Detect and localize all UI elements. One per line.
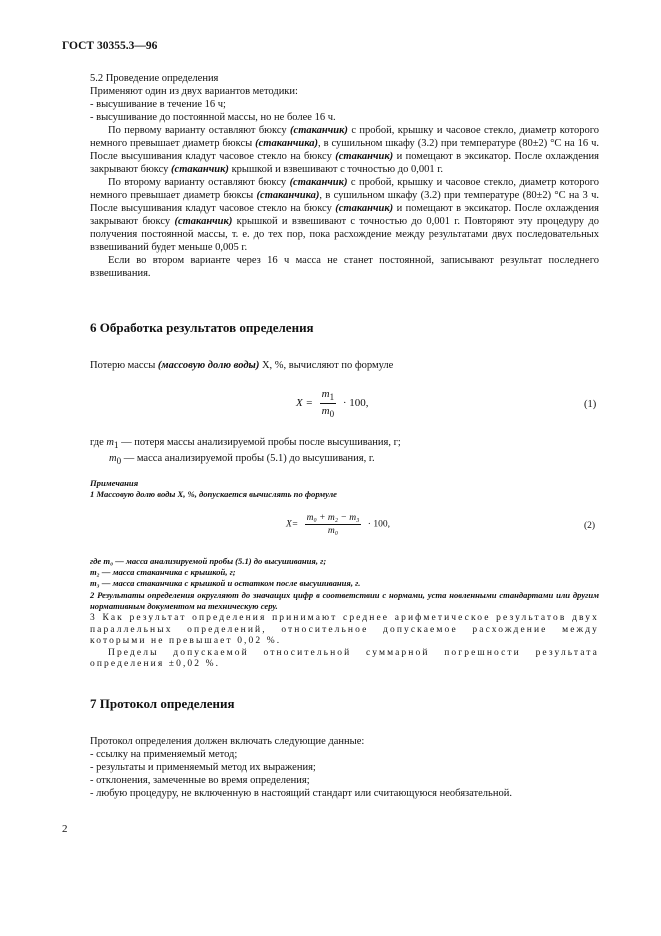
section-5-2-title: 5.2 Проведение определения: [90, 73, 219, 84]
variant-item: - высушивание до постоянной массы, но не более 16 ч.: [90, 112, 336, 123]
section-6-lead: Потерю массы (массовую долю воды) X, %, вычисляют по формуле: [90, 360, 394, 371]
formula-1-where: где $m_1$ — потеря массы анализируемой пробы после высушивания, г; $m_0$ — масса анализируемой пробы (5.1) до высушивания, г.: [90, 437, 401, 467]
note-4: Пределы допускаемой относительной суммарной погрешности результата определения ±0,02 %.: [90, 647, 599, 669]
protocol-item: - любую процедуру, не включенную в настоящий стандарт или считающуюся необязательной.: [90, 788, 512, 799]
protocol-item: - результаты и применяемый метод их выражения;: [90, 762, 316, 773]
note-3-block: [90, 613, 599, 671]
section-5-2: [90, 72, 599, 280]
paragraph-variant-2: По второму варианту оставляют бюксу (стаканчик) с пробой, крышку и часовое стекло, диаметр которого немного превышает диаметр бюксы (стаканчика), в сушильном шкафу (3.2) при температуре (80±2) °С на 3 ч. После высушивания кладут часовое стекло на бюксу (стаканчик) и помещают в эксикатор. После охлаждения закрывают бюксу (стаканчик) крышкой и взвешивают с точностью до 0,001 г. Повторяют эту процедуру до получения постоянной массы, т. е. до тех пор, пока расхождение между результатами двух последовательных взвешиваний будет меньше 0,005 г.: [90, 177, 599, 253]
section-7-intro: Протокол определения должен включать следующие данные:: [90, 736, 365, 747]
paragraph-note-16h: Если во втором варианте через 16 ч масса не станет постоянной, записывают результат последнего взвешивания.: [90, 255, 599, 279]
note-3: 3 Как результат определения принимают среднее арифметическое результатов двух параллельных определений, относительное допускаемое расхождение между которыми не превышает 0,02 %.: [90, 613, 599, 646]
section-7-body: [90, 735, 599, 800]
page-number: 2: [62, 823, 68, 835]
notes-block: [90, 478, 599, 500]
formula-1: X = $\frac{m_1}{m_0}$ · 100,: [296, 388, 369, 420]
variant-item: - высушивание в течение 16 ч;: [90, 99, 226, 110]
section-6-title: 6 Обработка результатов определения: [90, 320, 314, 335]
protocol-item: - отклонения, замеченные во время определения;: [90, 775, 310, 786]
note-def: где m₀ — масса анализируемой пробы (5.1) до высушивания, г;: [90, 556, 327, 566]
formula-2-where: [90, 556, 599, 612]
note-2: 2 Результаты определения округляют до значащих цифр в соответствии с нормами, уста новленными стандартами или другим нормативным документом на техническую серу.: [90, 589, 599, 611]
equation-number-1: (1): [584, 399, 597, 410]
standard-header: ГОСТ 30355.3—96: [62, 40, 158, 52]
paragraph-variant-1: По первому варианту оставляют бюксу (стаканчик) с пробой, крышку и часовое стекло, диаметр которого немного превышает диаметр бюксы (стаканчика), в сушильном шкафу (3.2) при температуре (80±2) °С на 16 ч. После высушивания кладут часовое стекло на бюксу (стаканчик) и помещают в эксикатор. После охлаждения закрывают бюксу (стаканчик) крышкой и взвешивают с точностью до 0,001 г.: [90, 125, 599, 175]
section-5-2-intro: Применяют один из двух вариантов методики:: [90, 86, 298, 97]
formula-2: X= $\frac{\text{m₀ + m₂ − m₃}}{\text{m₀}}$ · 100,: [286, 513, 390, 536]
note-def: m₂ — масса стаканчика с крышкой, г;: [90, 567, 236, 578]
protocol-item: - ссылку на применяемый метод;: [90, 749, 238, 760]
note-def: m₃ — масса стаканчика с крышкой и остатком после высушивания, г.: [90, 578, 361, 589]
notes-title: Примечания: [90, 478, 139, 488]
note-1: 1 Массовую долю воды X, %, допускается вычислять по формуле: [90, 489, 337, 500]
equation-number-2: (2): [584, 521, 596, 531]
section-7-title: 7 Протокол определения: [90, 696, 235, 711]
